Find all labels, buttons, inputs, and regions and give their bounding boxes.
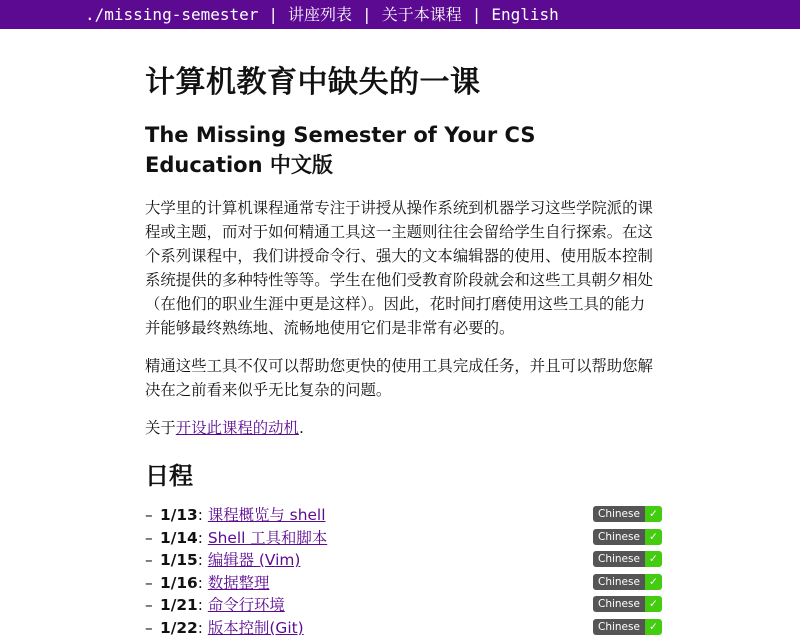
schedule-entry: 1/21: 命令行环境 <box>160 594 285 617</box>
nav-about-link[interactable]: 关于本课程 <box>382 5 462 24</box>
chinese-badge[interactable] <box>593 619 662 635</box>
schedule-entry: 1/13: 课程概览与 shell <box>160 504 325 527</box>
main-content <box>145 62 655 639</box>
nav-home-link[interactable]: ./missing-semester <box>85 5 258 24</box>
page-subtitle: The Missing Semester of Your CS Education 中文版 <box>145 120 655 180</box>
list-bullet: – <box>145 504 153 527</box>
chinese-badge[interactable] <box>593 551 662 567</box>
lecture-link[interactable]: 版本控制(Git) <box>208 619 304 637</box>
schedule-item <box>145 617 655 639</box>
nav-links <box>85 0 559 29</box>
schedule-entry: 1/16: 数据整理 <box>160 572 269 595</box>
list-bullet: – <box>145 594 153 617</box>
benefit-paragraph: 精通这些工具不仅可以帮助您更快的使用工具完成任务，并且可以帮助您解决在之前看来似乎无比复杂的问题。 <box>145 354 655 402</box>
motivation-paragraph <box>145 416 655 440</box>
schedule-item <box>145 594 655 617</box>
top-nav-bar <box>0 0 800 29</box>
check-icon: ✓ <box>645 619 662 635</box>
chinese-badge[interactable] <box>593 574 662 590</box>
nav-separator: | <box>472 5 482 24</box>
lecture-date: 1/14 <box>160 529 198 547</box>
badge-label: Chinese <box>593 529 645 545</box>
nav-separator: | <box>268 5 278 24</box>
badge-label: Chinese <box>593 551 645 567</box>
check-icon: ✓ <box>645 596 662 612</box>
chinese-badge[interactable] <box>593 596 662 612</box>
nav-lectures-link[interactable]: 讲座列表 <box>288 5 352 24</box>
schedule-item <box>145 504 655 527</box>
motivation-link[interactable]: 开设此课程的动机 <box>176 419 299 437</box>
list-bullet: – <box>145 572 153 595</box>
lecture-date: 1/13 <box>160 506 198 524</box>
lecture-link[interactable]: 数据整理 <box>208 574 270 592</box>
lecture-link[interactable]: 命令行环境 <box>208 596 285 614</box>
motivation-prefix: 关于 <box>145 419 176 437</box>
schedule-item <box>145 572 655 595</box>
lecture-link[interactable]: 课程概览与 shell <box>208 506 326 524</box>
page-title: 计算机教育中缺失的一课 <box>145 62 655 104</box>
schedule-item <box>145 527 655 550</box>
badge-label: Chinese <box>593 596 645 612</box>
check-icon: ✓ <box>645 551 662 567</box>
schedule-entry: 1/14: Shell 工具和脚本 <box>160 527 327 550</box>
schedule-list <box>145 504 655 639</box>
nav-separator: | <box>362 5 372 24</box>
lecture-date: 1/16 <box>160 574 198 592</box>
check-icon: ✓ <box>645 529 662 545</box>
lecture-date: 1/21 <box>160 596 198 614</box>
badge-label: Chinese <box>593 574 645 590</box>
check-icon: ✓ <box>645 574 662 590</box>
schedule-entry: 1/15: 编辑器 (Vim) <box>160 549 300 572</box>
intro-paragraph: 大学里的计算机课程通常专注于讲授从操作系统到机器学习这些学院派的课程或主题，而对于如何精通工具这一主题则往往会留给学生自行探索。在这个系列课程中，我们讲授命令行、强大的文本编辑器的使用、使用版本控制系统提供的多种特性等等。学生在他们受教育阶段就会和这些工具朝夕相处（在他们的职业生涯中更是这样）。因此，花时间打磨使用这些工具的能力并能够最终熟练地、流畅地使用它们是非常有必要的。 <box>145 196 655 340</box>
list-bullet: – <box>145 617 153 639</box>
badge-label: Chinese <box>593 619 645 635</box>
motivation-suffix: . <box>299 419 304 437</box>
badge-label: Chinese <box>593 506 645 522</box>
lecture-link[interactable]: Shell 工具和脚本 <box>208 529 327 547</box>
lecture-date: 1/22 <box>160 619 198 637</box>
schedule-heading: 日程 <box>145 460 655 492</box>
chinese-badge[interactable] <box>593 529 662 545</box>
chinese-badge[interactable] <box>593 506 662 522</box>
lecture-link[interactable]: 编辑器 (Vim) <box>208 551 301 569</box>
check-icon: ✓ <box>645 506 662 522</box>
nav-english-link[interactable]: English <box>491 5 558 24</box>
list-bullet: – <box>145 527 153 550</box>
schedule-item <box>145 549 655 572</box>
lecture-date: 1/15 <box>160 551 198 569</box>
list-bullet: – <box>145 549 153 572</box>
schedule-entry: 1/22: 版本控制(Git) <box>160 617 304 639</box>
